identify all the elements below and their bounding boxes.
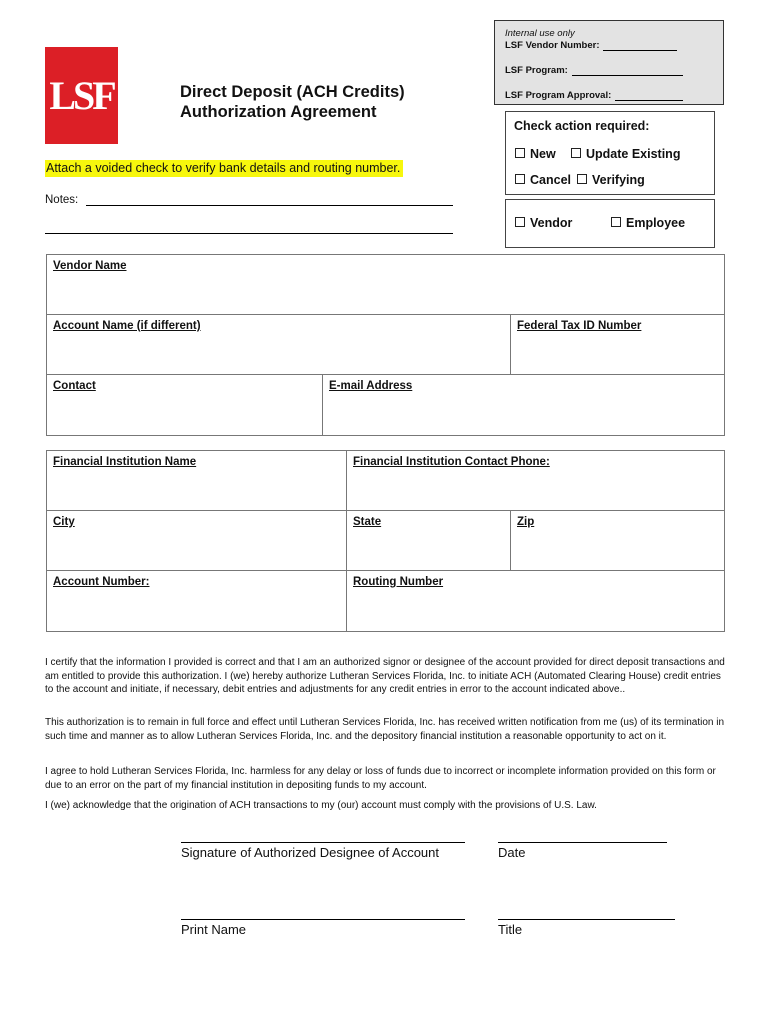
notes-line-1[interactable] — [86, 205, 453, 206]
account-number-field[interactable] — [46, 570, 347, 632]
zip-label: Zip — [517, 516, 535, 528]
fi-phone-field[interactable] — [346, 450, 725, 511]
date-label: Date — [498, 845, 526, 860]
vendor-name-label: Vendor Name — [53, 260, 127, 272]
city-field[interactable] — [46, 510, 347, 571]
state-field[interactable] — [346, 510, 511, 571]
program-approval-row — [505, 90, 683, 101]
program-field[interactable] — [572, 65, 683, 76]
title-label: Title — [498, 922, 523, 937]
hold-harmless-paragraph: I agree to hold Lutheran Services Florida, Inc. harmless for any delay or loss of funds due to incorrect or incomplete information provided on this form or due to an error on the part of my financial institution in depositing funds to my account. — [45, 766, 716, 791]
vendor-number-label: LSF Vendor Number: — [505, 40, 600, 51]
email-label: E-mail Address — [329, 380, 413, 392]
checkbox-icon — [515, 174, 525, 184]
checkbox-icon — [515, 148, 525, 158]
checkbox-icon — [577, 174, 587, 184]
checkbox-new-label: New — [530, 147, 556, 161]
city-label: City — [53, 516, 75, 528]
routing-number-field[interactable] — [346, 570, 725, 632]
action-required-box — [505, 111, 715, 195]
form-title-line1: Direct Deposit (ACH Credits) — [180, 83, 405, 101]
federal-tax-id-label: Federal Tax ID Number — [517, 320, 642, 332]
fi-name-label: Financial Institution Name — [53, 456, 197, 468]
notes-line-2[interactable] — [45, 233, 453, 234]
lsf-logo-mark — [45, 47, 118, 144]
internal-use-caption: Internal use only — [505, 28, 575, 39]
authorization-duration-paragraph: This authorization is to remain in full force and effect until Lutheran Services Florida, Inc. has received written notification from me (us) of its termination in such time and manner as to allow Lutheran Services Florida, Inc. and the depository financial institution a reasonable opportunity to act on it. — [45, 717, 725, 742]
print-name-line[interactable] — [181, 919, 465, 920]
checkbox-cancel[interactable] — [515, 173, 571, 187]
zip-field[interactable] — [510, 510, 725, 571]
program-approval-label: LSF Program Approval: — [505, 90, 612, 101]
checkbox-employee[interactable] — [611, 216, 685, 230]
checkbox-employee-label: Employee — [626, 216, 686, 230]
title-line[interactable] — [498, 919, 675, 920]
routing-number-label: Routing Number — [353, 576, 444, 588]
notes-label: Notes: — [45, 194, 79, 206]
checkbox-vendor[interactable] — [515, 216, 572, 230]
checkbox-icon — [611, 217, 621, 227]
program-row — [505, 65, 683, 76]
account-number-label: Account Number: — [53, 576, 150, 588]
checkbox-icon — [515, 217, 525, 227]
state-label: State — [353, 516, 382, 528]
checkbox-new[interactable] — [515, 147, 556, 161]
checkbox-icon — [571, 148, 581, 158]
voided-check-instruction: Attach a voided check to verify bank details and routing number. — [45, 160, 403, 177]
checkbox-cancel-label: Cancel — [530, 173, 571, 187]
acknowledgment-paragraph: I (we) acknowledge that the origination of ACH transactions to my (our) account must comply with the provisions of U.S. Law. — [45, 800, 597, 811]
program-label: LSF Program: — [505, 65, 568, 76]
print-name-label: Print Name — [181, 922, 247, 937]
contact-label: Contact — [53, 380, 96, 392]
vendor-number-field[interactable] — [603, 40, 677, 51]
lsf-logo — [45, 47, 118, 144]
payee-type-box — [505, 199, 715, 248]
program-approval-field[interactable] — [615, 90, 683, 101]
svg-text:LSF: LSF — [49, 73, 114, 118]
checkbox-update-existing[interactable] — [571, 147, 680, 161]
certification-paragraph: I certify that the information I provided is correct and that I am an authorized signor or designee of the account provided for direct deposit transactions and am entitled to provide this authorization. I (we) hereby authorize Lutheran Services Florida, Inc. to initiate ACH (Automated Clearing House) credit entries to the account and initiate, if necessary, debit entries and adjustments for any credit entries in error to the account indicated above.. — [45, 657, 725, 695]
fi-name-field[interactable] — [46, 450, 347, 511]
vendor-number-row — [505, 40, 677, 51]
signature-line[interactable] — [181, 842, 465, 843]
signature-label: Signature of Authorized Designee of Account — [181, 845, 440, 860]
vendor-name-field[interactable] — [46, 254, 725, 315]
form-title-line2: Authorization Agreement — [180, 103, 377, 121]
contact-field[interactable] — [46, 374, 323, 436]
action-heading: Check action required: — [514, 119, 650, 133]
date-line[interactable] — [498, 842, 667, 843]
federal-tax-id-field[interactable] — [510, 314, 725, 375]
checkbox-update-existing-label: Update Existing — [586, 147, 681, 161]
checkbox-verifying[interactable] — [577, 173, 645, 187]
internal-use-box — [494, 20, 724, 105]
form-title — [180, 82, 405, 122]
account-name-label: Account Name (if different) — [53, 320, 201, 332]
account-name-field[interactable] — [46, 314, 511, 375]
checkbox-verifying-label: Verifying — [592, 173, 645, 187]
checkbox-vendor-label: Vendor — [530, 216, 573, 230]
email-field[interactable] — [322, 374, 725, 436]
fi-phone-label: Financial Institution Contact Phone: — [353, 456, 550, 468]
